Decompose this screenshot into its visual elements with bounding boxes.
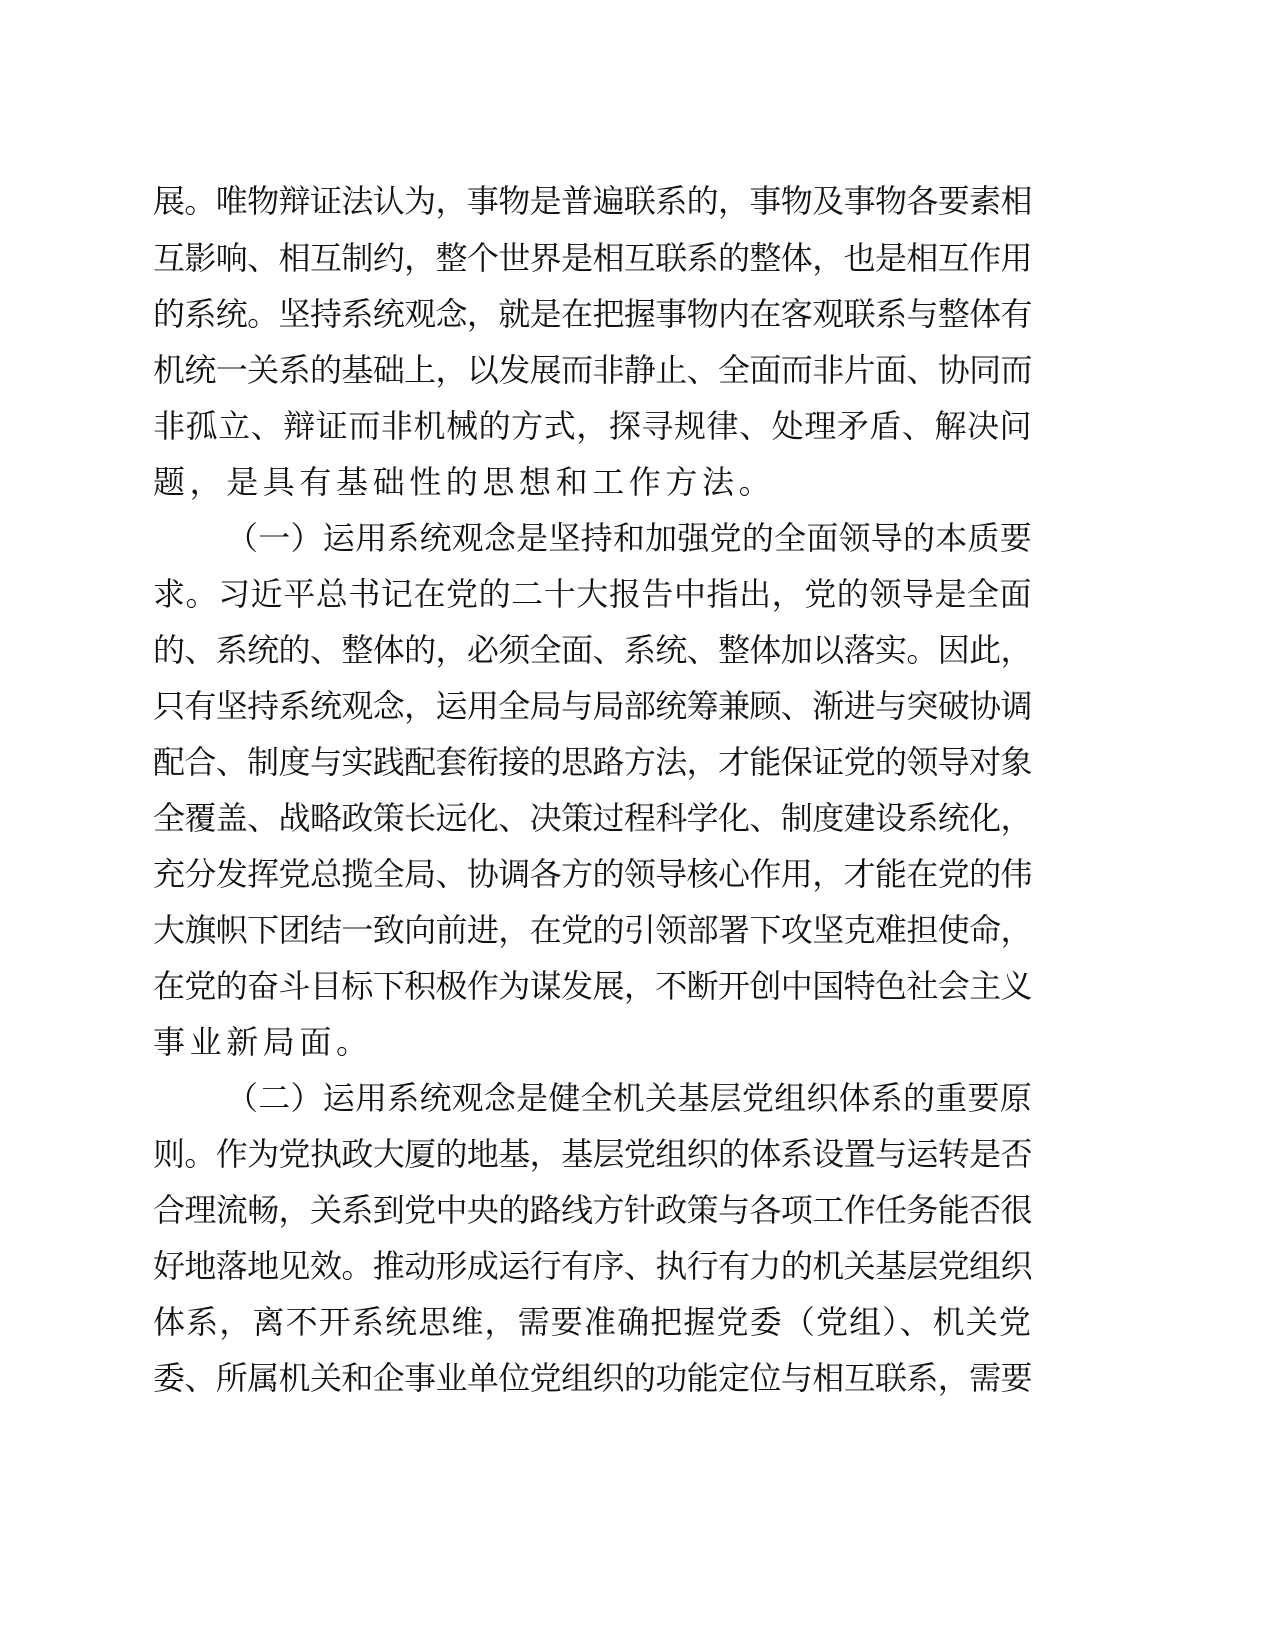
text-line: 委、所属机关和企事业单位党组织的功能定位与相互联系，需要 [153,1359,1032,1397]
text-line: 全覆盖、战略政策长远化、决策过程科学化、制度建设系统化， [153,799,1032,837]
text-line: 的、系统的、整体的，必须全面、系统、整体加以落实。因此， [153,631,1032,669]
text-line: 合理流畅，关系到党中央的路线方针政策与各项工作任务能否很 [153,1191,1032,1229]
text-line: 配合、制度与实践配套衔接的思路方法，才能保证党的领导对象 [153,743,1032,781]
text-line: 展。唯物辩证法认为，事物是普遍联系的，事物及事物各要素相 [153,182,1032,220]
text-line: 充分发挥党总揽全局、协调各方的领导核心作用，才能在党的伟 [153,855,1032,893]
text-line: 非孤立、辩证而非机械的方式，探寻规律、处理矛盾、解决问 [153,407,1033,445]
text-line: 好地落地见效。推动形成运行有序、执行有力的机关基层党组织 [153,1247,1032,1285]
section-heading-line: （一）运用系统观念是坚持和加强党的全面领导的本质要 [226,519,1033,557]
text-line: 在党的奋斗目标下积极作为谋发展，不断开创中国特色社会主义 [153,967,1032,1005]
text-line: 则。作为党执政大厦的地基，基层党组织的体系设置与运转是否 [153,1135,1032,1173]
text-line: 求。习近平总书记在党的二十大报告中指出，党的领导是全面 [153,575,1033,613]
text-line: 事业新局面。 [153,1023,373,1061]
text-line: 的系统。坚持系统观念，就是在把握事物内在客观联系与整体有 [153,295,1032,333]
section-heading-line: （二）运用系统观念是健全机关基层党组织体系的重要原 [226,1079,1033,1117]
text-line: 互影响、相互制约，整个世界是相互联系的整体，也是相互作用 [153,239,1032,277]
text-line: 大旗帜下团结一致向前进，在党的引领部署下攻坚克难担使命， [153,911,1032,949]
text-line: 体系，离不开系统思维，需要准确把握党委（党组）、机关党 [153,1303,1033,1341]
text-line: 题，是具有基础性的思想和工作方法。 [153,463,776,501]
text-line: 机统一关系的基础上，以发展而非静止、全面而非片面、协同而 [153,351,1032,389]
text-line: 只有坚持系统观念，运用全局与局部统筹兼顾、渐进与突破协调 [153,687,1032,725]
